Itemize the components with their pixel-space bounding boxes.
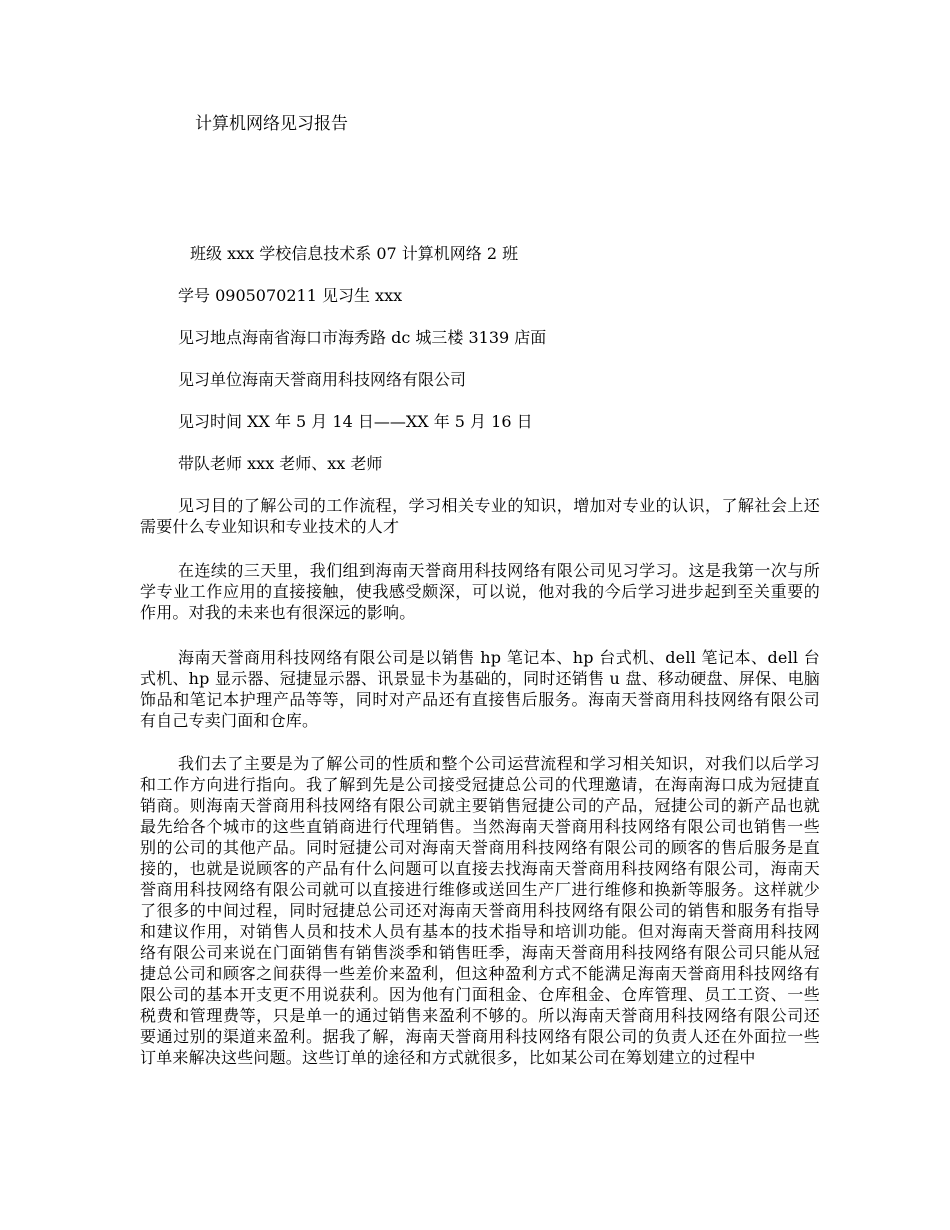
meta-student-id: 学号 0905070211 见习生 xxx <box>178 286 403 305</box>
paragraph-purpose: 见习目的了解公司的工作流程，学习相关专业的知识，增加对专业的认识，了解社会上还需要什么专业知识和专业技术的人才 <box>140 496 820 536</box>
paragraph-company: 海南天誉商用科技网络有限公司是以销售 hp 笔记本、hp 台式机、dell 笔记本、dell 台式机、hp 显示器、冠捷显示器、讯景显卡为基础的，同时还销售 u 盘、移动硬盘、屏保、电脑饰品和笔记本护理产品等等，同时对产品还有直接售后服务。海南天誉商用科技网络有限公司有自己专卖门面和仓库。 <box>140 648 820 730</box>
paragraph-details: 我们去了主要是为了解公司的性质和整个公司运营流程和学习相关知识，对我们以后学习和工作方向进行指向。我了解到先是公司接受冠捷总公司的代理邀请，在海南海口成为冠捷直销商。则海南天誉商用科技网络有限公司就主要销售冠捷公司的产品，冠捷公司的新产品也就最先给各个城市的这些直销商进行代理销售。当然海南天誉商用科技网络有限公司也销售一些别的公司的其他产品。同时冠捷公司对海南天誉商用科技网络有限公司的顾客的售后服务是直接的，也就是说顾客的产品有什么问题可以直接去找海南天誉商用科技网络有限公司，海南天誉商用科技网络有限公司就可以直接进行维修或送回生产厂进行维修和换新等服务。这样就少了很多的中间过程，同时冠捷总公司还对海南天誉商用科技网络有限公司的销售和服务有指导和建议作用，对销售人员和技术人员有基本的技术指导和培训功能。但对海南天誉商用科技网络有限公司来说在门面销售有销售淡季和销售旺季，海南天誉商用科技网络有限公司只能从冠捷总公司和顾客之间获得一些差价来盈利，但这种盈利方式不能满足海南天誉商用科技网络有限公司的基本开支更不用说获利。因为他有门面租金、仓库租金、仓库管理、员工工资、一些税费和管理费等，只是单一的通过销售来盈利不够的。所以海南天誉商用科技网络有限公司还要通过别的渠道来盈利。据我了解，海南天誉商用科技网络有限公司的负责人还在外面拉一些订单来解决这些问题。这些订单的途径和方式就很多，比如某公司在筹划建立的过程中 <box>140 754 820 1067</box>
meta-class: 班级 xxx 学校信息技术系 07 计算机网络 2 班 <box>190 244 519 263</box>
meta-teacher: 带队老师 xxx 老师、xx 老师 <box>178 454 383 473</box>
meta-time: 见习时间 XX 年 5 月 14 日——XX 年 5 月 16 日 <box>178 412 533 431</box>
document-title: 计算机网络见习报告 <box>195 114 348 134</box>
meta-unit: 见习单位海南天誉商用科技网络有限公司 <box>178 370 467 389</box>
meta-location: 见习地点海南省海口市海秀路 dc 城三楼 3139 店面 <box>178 328 547 347</box>
paragraph-intro: 在连续的三天里，我们组到海南天誉商用科技网络有限公司见习学习。这是我第一次与所学专业工作应用的直接接触，使我感受颇深，可以说，他对我的今后学习进步起到至关重要的作用。对我的未来也有很深远的影响。 <box>140 561 820 622</box>
